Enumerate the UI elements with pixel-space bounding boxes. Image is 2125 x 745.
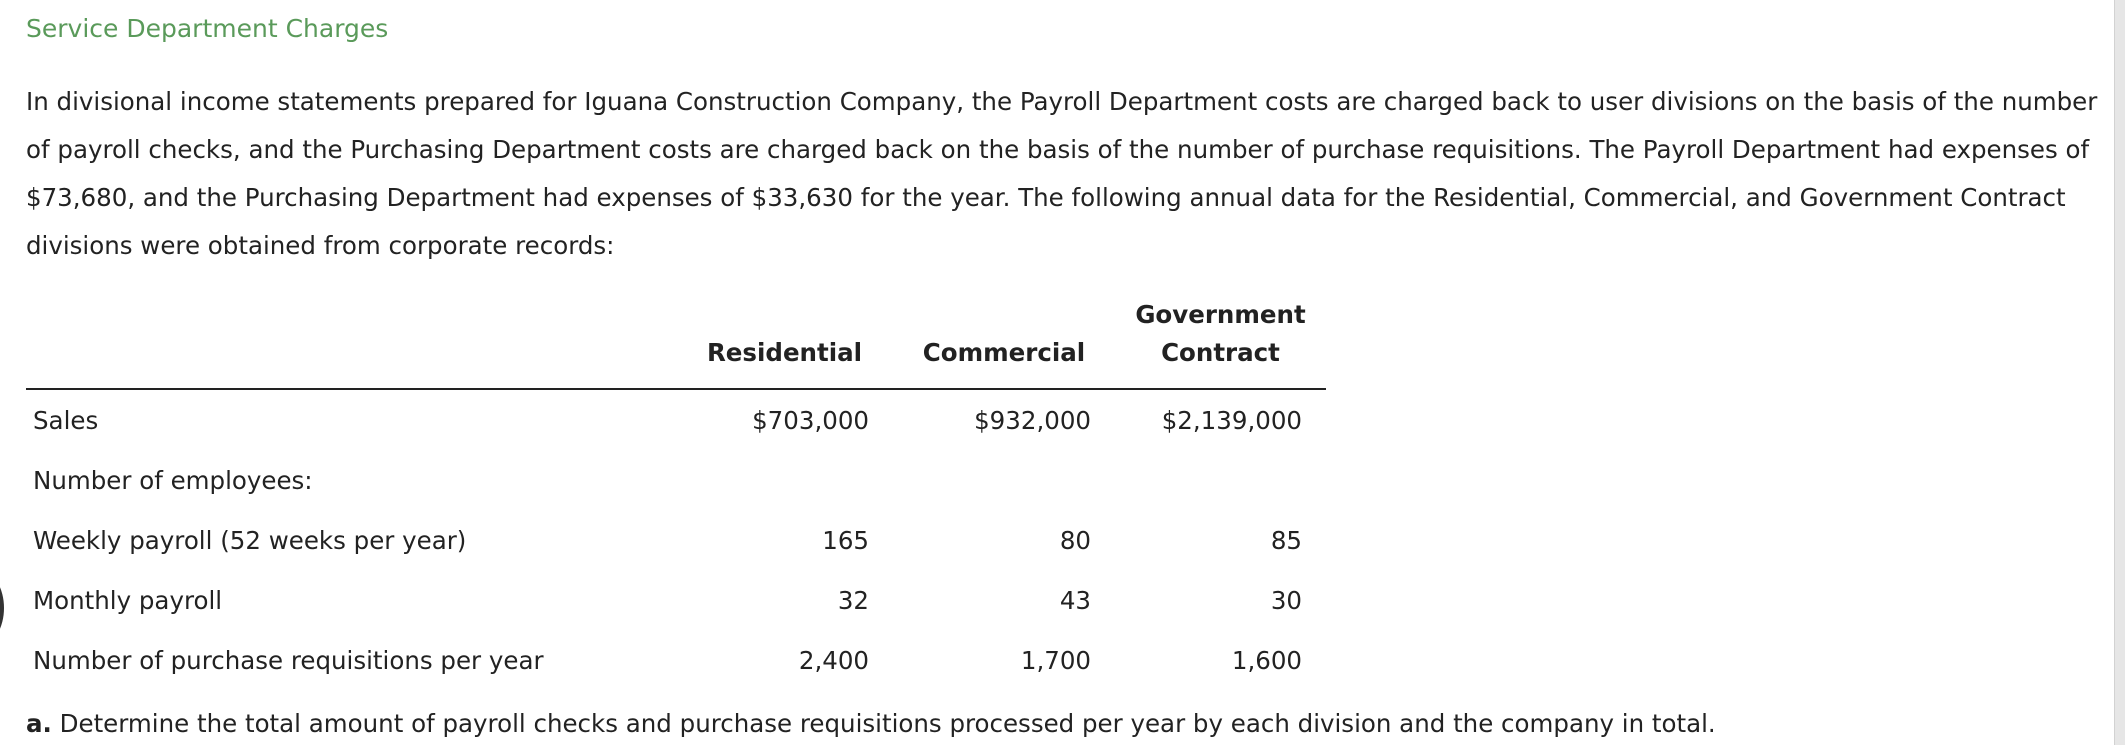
row-label: Weekly payroll (52 weeks per year) bbox=[33, 525, 467, 555]
table-header-row-bottom bbox=[26, 338, 1326, 389]
row-label: Monthly payroll bbox=[33, 585, 223, 615]
problem-description: In divisional income statements prepared for Iguana Construction Company, the Payroll Department costs are charged back to user divisions on the basis of the number of payroll checks, and the Purchasing Department costs are charged back on the basis of the number of purchase requisitions. The Payroll Department had expenses of $73,680, and the Purchasing Department had expenses of $33,630 for the year. The following annual data for the Residential, Commercial, and Government Contract divisions were obtained from corporate records: bbox=[26, 87, 2098, 260]
cell-residential: $703,000 bbox=[752, 405, 869, 435]
header-blank bbox=[893, 290, 1115, 338]
header-government-line2: Contract bbox=[1115, 338, 1326, 389]
cell-residential: 165 bbox=[822, 525, 869, 555]
table-row bbox=[26, 570, 1326, 630]
header-residential: Residential bbox=[676, 338, 893, 389]
cell-government: $2,139,000 bbox=[1161, 405, 1302, 435]
cell-residential: 2,400 bbox=[798, 645, 869, 675]
row-label: Sales bbox=[33, 405, 99, 435]
cell-government: 1,600 bbox=[1231, 645, 1302, 675]
header-commercial: Commercial bbox=[893, 338, 1115, 389]
scrollbar-edge[interactable] bbox=[2114, 0, 2125, 745]
page-title: Service Department Charges bbox=[26, 14, 389, 43]
header-blank bbox=[676, 290, 893, 338]
table-row bbox=[26, 510, 1326, 570]
header-blank bbox=[26, 290, 676, 338]
header-government-line1: Government bbox=[1135, 299, 1306, 329]
question-letter: a. bbox=[26, 709, 52, 738]
cell-government bbox=[1115, 450, 1326, 510]
table-row bbox=[26, 450, 1326, 510]
cell-commercial: $932,000 bbox=[974, 405, 1091, 435]
header-blank bbox=[26, 338, 676, 389]
cell-residential: 32 bbox=[837, 585, 869, 615]
division-data-table bbox=[26, 290, 1326, 690]
cell-commercial bbox=[893, 450, 1115, 510]
cell-government: 30 bbox=[1270, 585, 1302, 615]
question-text: Determine the total amount of payroll checks and purchase requisitions processed per year by each division and the company in total. bbox=[59, 709, 1716, 738]
cell-residential bbox=[676, 450, 893, 510]
table-row bbox=[26, 630, 1326, 690]
row-label: Number of purchase requisitions per year bbox=[33, 645, 544, 675]
cell-government: 85 bbox=[1270, 525, 1302, 555]
row-label: Number of employees: bbox=[33, 465, 313, 495]
table-row bbox=[26, 389, 1326, 450]
partial-circle-shape bbox=[0, 572, 4, 644]
cell-commercial: 1,700 bbox=[1020, 645, 1091, 675]
cell-commercial: 43 bbox=[1059, 585, 1091, 615]
table-header-row-top bbox=[26, 290, 1326, 338]
question-a bbox=[26, 706, 1716, 742]
cell-commercial: 80 bbox=[1059, 525, 1091, 555]
